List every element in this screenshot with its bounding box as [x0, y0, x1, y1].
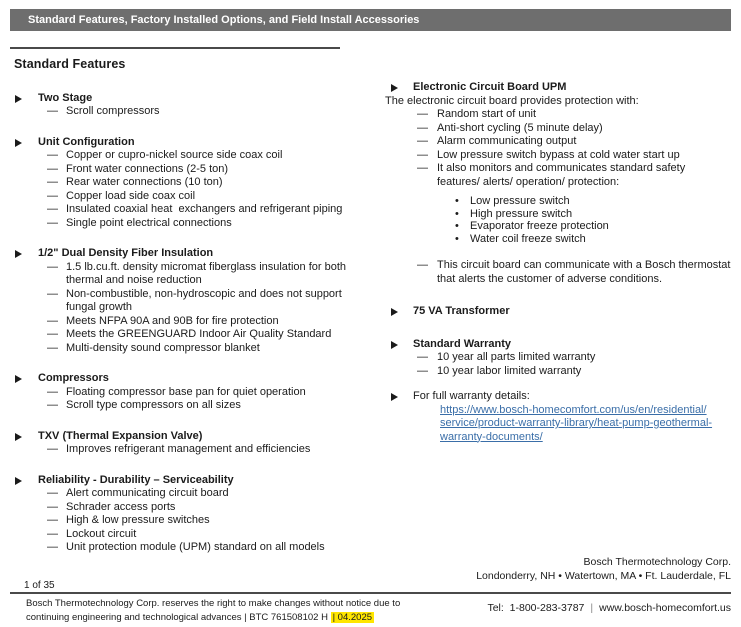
footer-divider-rule — [10, 592, 731, 594]
dash-bullet-icon — [47, 443, 66, 457]
dot-bullet-icon — [455, 195, 470, 208]
sub-item — [455, 233, 731, 246]
feature-item-text: High & low pressure switches — [66, 514, 210, 526]
disclaimer-line2-text: continuing engineering and technological advances | BTC 761508102 H — [26, 611, 331, 623]
dash-bullet-icon — [417, 351, 437, 365]
dash-bullet-icon — [47, 514, 66, 528]
feature-item-text: Meets the GREENGUARD Indoor Air Quality Standard — [66, 328, 332, 340]
feature-item — [47, 386, 370, 400]
feature-item — [47, 528, 370, 542]
section-warranty-details — [385, 390, 731, 444]
feature-item-text: Non-combustible, non-hydroscopic and does not support fungal growth — [66, 287, 345, 313]
feature-item-text: Alert communicating circuit board — [66, 487, 229, 499]
feature-item — [47, 105, 370, 119]
feature-item-text: It also monitors and communicates standard safety features/ alerts/ operation/ protection: — [437, 162, 689, 188]
feature-item-text: Unit protection module (UPM) standard on all models — [66, 541, 325, 553]
company-name: Bosch Thermotechnology Corp. — [583, 556, 731, 568]
upm-intro-text: The electronic circuit board provides protection with: — [385, 94, 639, 107]
feature-item-text: Copper load side coax coil — [66, 189, 196, 202]
dash-bullet-icon — [47, 541, 66, 555]
feature-item-text: Copper or cupro-nickel source side coax coil — [66, 149, 283, 161]
section-transformer — [385, 305, 731, 319]
page-header-title: Standard Features, Factory Installed Options, and Field Install Accessories — [28, 14, 420, 26]
dash-bullet-icon — [47, 149, 66, 163]
triangle-bullet-icon — [14, 474, 38, 488]
section-title-row — [14, 247, 370, 261]
section-circuit-board-upm — [385, 81, 734, 286]
feature-item-text: Multi-density sound compressor blanket — [66, 341, 260, 354]
feature-item — [417, 122, 731, 136]
disclaimer-block — [26, 597, 400, 624]
section-title-row — [14, 92, 370, 106]
dash-bullet-icon — [417, 108, 437, 122]
dash-bullet-icon — [417, 135, 437, 149]
left-column — [14, 58, 370, 572]
feature-item — [47, 399, 370, 413]
section-title: Standard Warranty — [413, 337, 512, 350]
section-title: Unit Configuration — [38, 135, 135, 148]
section-title: Electronic Circuit Board UPM — [413, 81, 567, 93]
section-title-row — [385, 338, 731, 352]
sub-item — [455, 195, 731, 208]
feature-item-text: Floating compressor base pan for quiet operation — [66, 385, 306, 398]
dot-bullet-icon — [455, 208, 470, 221]
triangle-bullet-icon — [14, 136, 38, 150]
contact-line — [487, 602, 731, 614]
dash-bullet-icon — [47, 328, 66, 342]
disclaimer-line2 — [26, 611, 400, 625]
dash-bullet-icon — [47, 217, 66, 231]
dash-bullet-icon — [47, 163, 66, 177]
warranty-documents-link[interactable] — [440, 404, 731, 445]
feature-item — [417, 162, 731, 189]
triangle-bullet-icon — [390, 338, 413, 352]
feature-item-text: Scroll type compressors on all sizes — [66, 399, 241, 411]
feature-item — [47, 541, 370, 555]
triangle-bullet-icon — [14, 372, 38, 386]
company-address-block — [476, 556, 731, 583]
section-standard-warranty — [385, 338, 731, 379]
warranty-details-label: For full warranty details: — [413, 390, 530, 402]
feature-item-text: Alarm communicating output — [437, 135, 577, 147]
dash-bullet-icon — [47, 315, 66, 329]
section-reliability — [14, 474, 370, 555]
section-title-row — [385, 305, 731, 319]
section-fiber-insulation — [14, 247, 370, 355]
dash-bullet-icon — [47, 105, 66, 119]
dash-bullet-icon — [47, 203, 66, 217]
triangle-bullet-icon — [390, 81, 413, 95]
section-title-row — [14, 430, 370, 444]
feature-item — [417, 365, 731, 379]
feature-item-text: Lockout circuit — [66, 527, 137, 540]
feature-item-text: Insulated coaxial heat exchangers and refrigerant piping — [66, 203, 343, 215]
dash-bullet-icon — [417, 149, 437, 163]
sub-item-text: Water coil freeze switch — [470, 232, 586, 245]
section-title: 75 VA Transformer — [413, 305, 510, 317]
section-title: TXV (Thermal Expansion Valve) — [38, 429, 203, 442]
section-title-row — [385, 390, 731, 404]
triangle-bullet-icon — [390, 305, 413, 319]
section-compressors — [14, 372, 370, 413]
feature-item-text: 10 year all parts limited warranty — [437, 351, 596, 363]
feature-item — [47, 514, 370, 528]
section-title: 1/2" Dual Density Fiber Insulation — [38, 247, 214, 259]
feature-item-text: Scroll compressors — [66, 105, 160, 117]
sub-item-text: High pressure switch — [470, 207, 573, 220]
section-title-row — [14, 372, 370, 386]
section-two-stage — [14, 92, 370, 119]
feature-item-text: Meets NFPA 90A and 90B for fire protection — [66, 314, 279, 327]
feature-item-text: Rear water connections (10 ton) — [66, 176, 223, 188]
dot-bullet-icon — [455, 220, 470, 233]
feature-item — [47, 342, 370, 356]
triangle-bullet-icon — [14, 430, 38, 444]
feature-item — [47, 315, 370, 329]
feature-item-text: Anti-short cycling (5 minute delay) — [437, 121, 603, 134]
website-text: www.bosch-homecomfort.us — [599, 602, 731, 614]
warranty-link-line[interactable]: service/product-warranty-library/heat-pump-geothermal- — [440, 417, 713, 429]
feature-item — [47, 487, 370, 501]
section-txv — [14, 430, 370, 457]
dash-bullet-icon — [47, 288, 66, 302]
feature-item — [47, 163, 370, 177]
triangle-bullet-icon — [14, 247, 38, 261]
standard-features-heading: Standard Features — [14, 57, 126, 71]
section-title: Reliability - Durability – Serviceability — [38, 473, 234, 486]
feature-item-text: 10 year labor limited warranty — [437, 364, 582, 377]
sub-item-text: Low pressure switch — [470, 195, 570, 207]
feature-item — [47, 149, 370, 163]
feature-item-text: Random start of unit — [437, 108, 537, 120]
dash-bullet-icon — [47, 399, 66, 413]
upm-safety-sublist — [455, 195, 731, 245]
feature-item-text: Improves refrigerant management and efficiencies — [66, 443, 311, 455]
page-number: 1 of 35 — [24, 580, 55, 591]
warranty-link-line[interactable]: https://www.bosch-homecomfort.com/us/en/residential/ — [440, 403, 707, 416]
dash-bullet-icon — [417, 122, 437, 136]
section-title-row — [385, 81, 731, 95]
section-title-row — [14, 136, 370, 150]
feature-item-text: 1.5 lb.cu.ft. density micromat fiberglass insulation for both thermal and noise reduction — [66, 260, 350, 286]
sub-item-text: Evaporator freeze protection — [470, 220, 609, 232]
right-column — [385, 81, 734, 463]
dash-bullet-icon — [47, 190, 66, 204]
feature-item-text: Front water connections (2-5 ton) — [66, 162, 229, 175]
section-unit-configuration — [14, 136, 370, 231]
feature-item — [47, 190, 370, 204]
feature-item-text: Low pressure switch bypass at cold water start up — [437, 148, 680, 161]
dash-bullet-icon — [417, 259, 437, 273]
page-header-bar — [10, 9, 731, 31]
company-locations: Londonderry, NH • Watertown, MA • Ft. Lauderdale, FL — [476, 569, 731, 582]
upm-note — [417, 259, 734, 286]
feature-item — [47, 203, 370, 217]
feature-item — [47, 443, 370, 457]
feature-item — [47, 217, 370, 231]
header-divider-rule — [10, 47, 340, 49]
dash-bullet-icon — [47, 501, 66, 515]
section-title: Compressors — [38, 372, 109, 384]
upm-note-text: This circuit board can communicate with a Bosch thermostat that alerts the customer of adverse conditions. — [437, 259, 734, 285]
feature-item — [417, 135, 731, 149]
telephone-number: Tel: 1-800-283-3787 — [487, 602, 585, 614]
section-title-row — [14, 474, 370, 488]
feature-item — [47, 328, 370, 342]
disclaimer-line1: Bosch Thermotechnology Corp. reserves the right to make changes without notice due to — [26, 598, 401, 609]
sub-item — [455, 208, 731, 221]
feature-item-text: Single point electrical connections — [66, 216, 232, 229]
feature-item — [47, 261, 370, 288]
feature-item — [417, 108, 731, 122]
divider-pipe: | — [590, 602, 594, 614]
triangle-bullet-icon — [390, 390, 413, 404]
dash-bullet-icon — [47, 528, 66, 542]
dash-bullet-icon — [47, 261, 66, 275]
dash-bullet-icon — [47, 342, 66, 356]
warranty-link-block — [440, 404, 731, 445]
feature-item — [47, 501, 370, 515]
dash-bullet-icon — [47, 487, 66, 501]
revision-date-highlight: | 04.2025 — [332, 611, 373, 623]
dash-bullet-icon — [47, 176, 66, 190]
section-title: Two Stage — [38, 91, 93, 104]
feature-item — [417, 351, 731, 365]
feature-item — [47, 176, 370, 190]
feature-item-text: Schrader access ports — [66, 500, 176, 513]
warranty-link-line[interactable]: warranty-documents/ — [440, 430, 543, 443]
sub-item — [455, 220, 731, 233]
dash-bullet-icon — [417, 162, 437, 176]
dash-bullet-icon — [47, 386, 66, 400]
feature-item — [417, 149, 731, 163]
triangle-bullet-icon — [14, 92, 38, 106]
dash-bullet-icon — [417, 365, 437, 379]
feature-item — [47, 288, 370, 315]
dot-bullet-icon — [455, 233, 470, 246]
